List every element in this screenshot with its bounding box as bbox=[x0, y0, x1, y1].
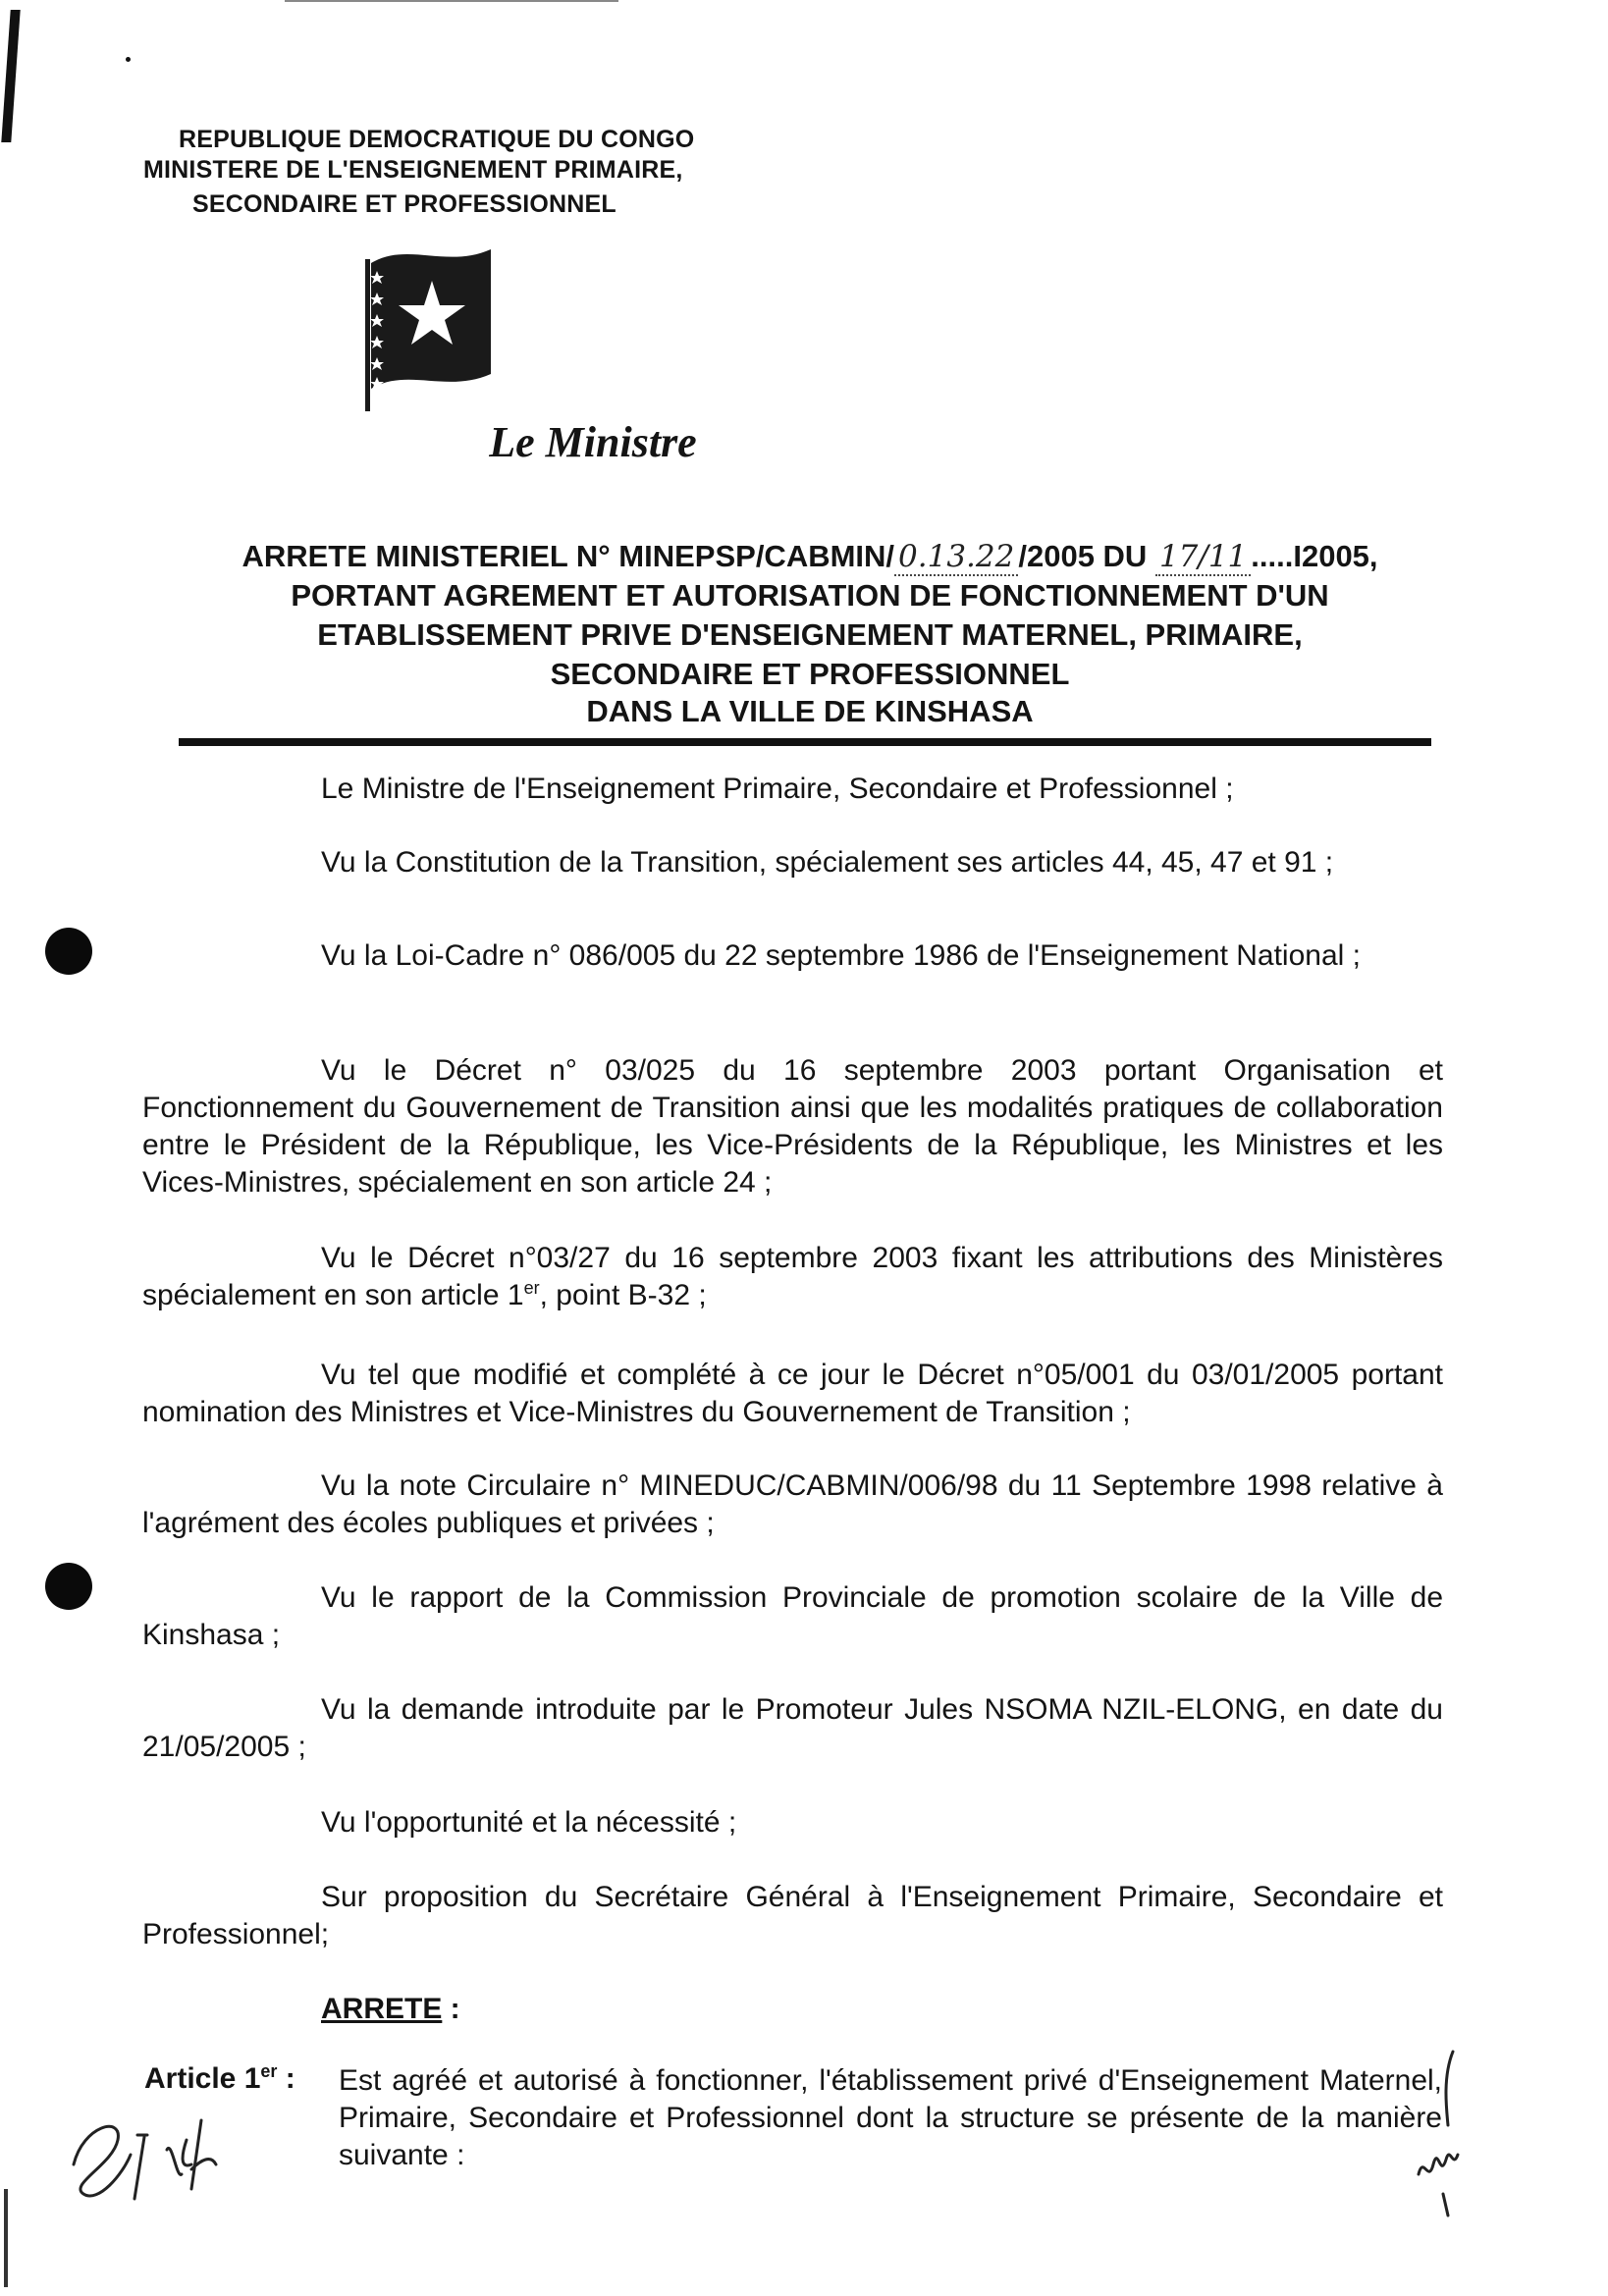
drc-flag-star-emblem-icon bbox=[353, 241, 501, 413]
scan-edge-mark bbox=[1, 10, 20, 142]
header-ministry: MINISTERE DE L'ENSEIGNEMENT PRIMAIRE, bbox=[143, 156, 683, 184]
arrete-label: ARRETE bbox=[321, 1993, 443, 2025]
title-line-1 bbox=[177, 538, 1443, 575]
paragraph-circulaire: Vu la note Circulaire n° MINEDUC/CABMIN/006/98 du 11 Septembre 1998 relative à l'agrément des écoles publiques et privées ; bbox=[142, 1469, 1443, 1539]
arrete-colon: : bbox=[442, 1993, 460, 2025]
title-line-3: ETABLISSEMENT PRIVE D'ENSEIGNEMENT MATERNEL, PRIMAIRE, bbox=[317, 617, 1303, 652]
paragraph-demande: Vu la demande introduite par le Promoteur Jules NSOMA NZIL-ELONG, en date du 21/05/2005 ; bbox=[142, 1693, 1443, 1763]
article-1-label bbox=[144, 2062, 295, 2096]
handwritten-initials-signature bbox=[54, 2096, 241, 2214]
paragraph-opportunite: Vu l'opportunité et la nécessité ; bbox=[321, 1806, 737, 1839]
article-1-text: Est agréé et autorisé à fonctionner, l'établissement privé d'Enseignement Maternel, Primaire, Secondaire et Professionnel dont la structure se présente de la manière suivante : bbox=[339, 2064, 1442, 2171]
paragraph-constitution: Vu la Constitution de la Transition, spécialement ses articles 44, 45, 47 et 91 ; bbox=[321, 846, 1334, 879]
header-ministry-cont: SECONDAIRE ET PROFESSIONNEL bbox=[192, 190, 616, 218]
header-country: REPUBLIQUE DEMOCRATIQUE DU CONGO bbox=[179, 126, 695, 153]
punch-hole-top bbox=[45, 928, 92, 975]
title-prefix: ARRETE MINISTERIEL N° MINEPSP/CABMIN/ bbox=[241, 539, 895, 573]
paragraph-loi-cadre: Vu la Loi-Cadre n° 086/005 du 22 septembre 1986 de l'Enseignement National ; bbox=[321, 939, 1361, 972]
handwritten-date: 17/11 bbox=[1155, 539, 1251, 576]
subtitle-le-ministre: Le Ministre bbox=[489, 418, 697, 466]
punch-hole-bottom bbox=[45, 1563, 92, 1610]
title-line-4: SECONDAIRE ET PROFESSIONNEL bbox=[550, 657, 1070, 691]
title-rule bbox=[179, 738, 1431, 746]
decret-27-sup: er bbox=[523, 1278, 540, 1298]
article-1-label-sup: er bbox=[260, 2061, 278, 2081]
paragraph-decret-05: Vu tel que modifié et complété à ce jour le Décret n°05/001 du 03/01/2005 portant nomination des Ministres et Vice-Ministres du Gouvernement de Transition ; bbox=[142, 1359, 1443, 1428]
article-1-label-colon: : bbox=[277, 2062, 295, 2095]
scan-bottom-edge-mark bbox=[4, 2189, 8, 2287]
title-suffix: .....I2005, bbox=[1251, 539, 1378, 573]
scan-dot bbox=[126, 57, 131, 62]
decret-27-text: Vu le Décret n°03/27 du 16 septembre 2003 fixant les attributions des Ministères spécialement en son article 1 bbox=[142, 1242, 1443, 1311]
title-mid: /2005 DU bbox=[1018, 539, 1155, 573]
handwritten-number: 0.13.22 bbox=[894, 539, 1018, 576]
paragraph-proposition: Sur proposition du Secrétaire Général à l'Enseignement Primaire, Secondaire et Professionnel; bbox=[142, 1881, 1443, 1950]
paragraph-decret-025: Vu le Décret n° 03/025 du 16 septembre 2003 portant Organisation et Fonctionnement du Gouvernement de Transition ainsi que les modalités pratiques de collaboration entre le Président de la République, les Vice-Présidents de la République, les Ministres et les Vices-Ministres, spécialement en son article 24 ; bbox=[142, 1054, 1443, 1199]
paragraph-minister: Le Ministre de l'Enseignement Primaire, Secondaire et Professionnel ; bbox=[321, 773, 1234, 805]
scan-top-line bbox=[285, 0, 618, 2]
decret-27-end: , point B-32 ; bbox=[539, 1279, 707, 1311]
handwritten-margin-paraph bbox=[1399, 2047, 1477, 2218]
title-line-5: DANS LA VILLE DE KINSHASA bbox=[586, 694, 1034, 728]
paragraph-decret-27 bbox=[142, 1240, 1443, 1314]
paragraph-rapport: Vu le rapport de la Commission Provinciale de promotion scolaire de la Ville de Kinshasa ; bbox=[142, 1581, 1443, 1651]
article-1-label-text: Article 1 bbox=[144, 2062, 261, 2095]
title-line-2: PORTANT AGREMENT ET AUTORISATION DE FONCTIONNEMENT D'UN bbox=[291, 578, 1329, 613]
arrete-heading bbox=[321, 1993, 460, 2026]
